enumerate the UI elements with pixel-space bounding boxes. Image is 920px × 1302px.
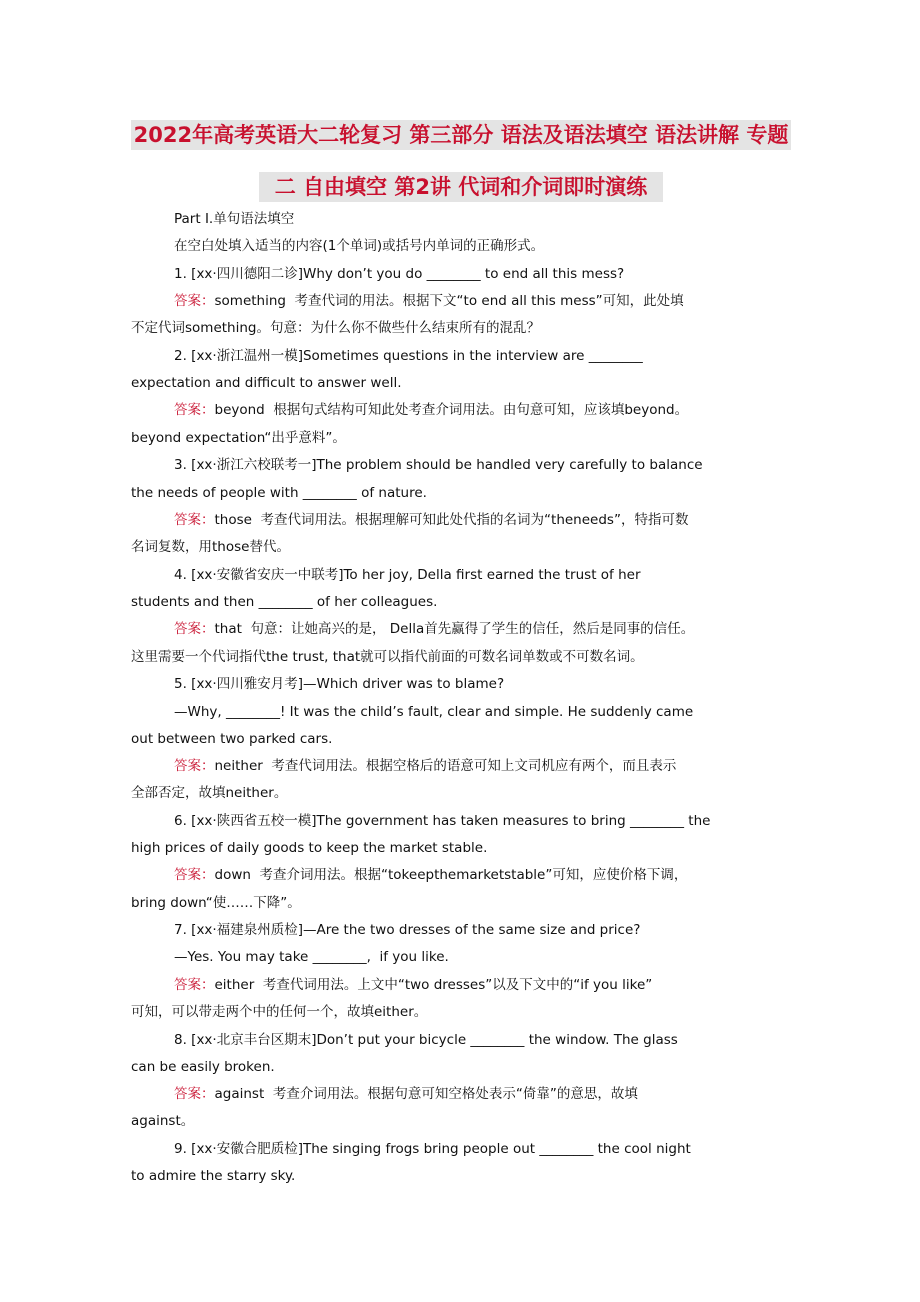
question-7-line-1: 7. [xx·福建泉州质检]—Are the two dresses of the same size and price? bbox=[174, 922, 641, 938]
answer-7-line-2: 可知，可以带走两个中的任何一个，故填either。 bbox=[131, 1004, 428, 1020]
answer-6-line-2: bring down“使……下降”。 bbox=[131, 895, 301, 911]
document-title-line-1: 2022年高考英语大二轮复习 第三部分 语法及语法填空 语法讲解 专题 bbox=[131, 120, 791, 150]
answer-text: that 句意：让她高兴的是， Della首先赢得了学生的信任，然后是同事的信任。 bbox=[214, 621, 695, 637]
question-9-line-1: 9. [xx·安徽合肥质检]The singing frogs bring people out ________ the cool night bbox=[174, 1141, 691, 1157]
question-6-line-2: high prices of daily goods to keep the market stable. bbox=[131, 840, 488, 856]
question-5-line-3: out between two parked cars. bbox=[131, 731, 333, 747]
answer-text: neither 考查代词用法。根据空格后的语意可知上文司机应有两个，而且表示 bbox=[214, 758, 677, 774]
question-5-line-2: —Why, ________! It was the child’s fault, clear and simple. He suddenly came bbox=[174, 704, 694, 720]
answer-8-line-1 bbox=[174, 1084, 814, 1104]
answer-1-line-2: 不定代词something。句意：为什么你不做些什么结束所有的混乱？ bbox=[131, 320, 540, 336]
question-6-line-1: 6. [xx·陕西省五校一模]The government has taken measures to bring ________ the bbox=[174, 813, 711, 829]
answer-4-line-1 bbox=[174, 619, 814, 639]
answer-2-line-2: beyond expectation“出乎意料”。 bbox=[131, 430, 346, 446]
question-3-line-2: the needs of people with ________ of nature. bbox=[131, 485, 427, 501]
question-9-line-2: to admire the starry sky. bbox=[131, 1168, 296, 1184]
answer-1-line-1 bbox=[174, 291, 814, 311]
part-heading: Part Ⅰ.单句语法填空 bbox=[174, 211, 295, 227]
answer-label: 答案： bbox=[174, 867, 215, 883]
instruction: 在空白处填入适当的内容(1个单词)或括号内单词的正确形式。 bbox=[174, 238, 545, 254]
question-4-line-2: students and then ________ of her colleagues. bbox=[131, 594, 438, 610]
answer-label: 答案： bbox=[174, 758, 215, 774]
answer-text: either 考查代词用法。上文中“two dresses”以及下文中的“if you like” bbox=[214, 977, 653, 993]
answer-6-line-1 bbox=[174, 865, 814, 885]
answer-3-line-2: 名词复数，用those替代。 bbox=[131, 539, 290, 555]
answer-4-line-2: 这里需要一个代词指代the trust, that就可以指代前面的可数名词单数或不可数名词。 bbox=[131, 649, 644, 665]
answer-3-line-1 bbox=[174, 510, 814, 530]
answer-5-line-2: 全部否定，故填neither。 bbox=[131, 785, 288, 801]
answer-text: against 考查介词用法。根据句意可知空格处表示“倚靠”的意思，故填 bbox=[214, 1086, 638, 1102]
answer-text: those 考查代词用法。根据理解可知此处代指的名词为“theneeds”，特指可数 bbox=[214, 512, 689, 528]
answer-label: 答案： bbox=[174, 402, 215, 418]
answer-text: something 考查代词的用法。根据下文“to end all this mess”可知，此处填 bbox=[214, 293, 684, 309]
answer-text: down 考查介词用法。根据“tokeepthemarketstable”可知，应使价格下调， bbox=[214, 867, 688, 883]
answer-label: 答案： bbox=[174, 977, 215, 993]
question-3-line-1: 3. [xx·浙江六校联考一]The problem should be handled very carefully to balance bbox=[174, 457, 703, 473]
answer-label: 答案： bbox=[174, 1086, 215, 1102]
question-1-line-1: 1. [xx·四川德阳二诊]Why don’t you do ________ to end all this mess? bbox=[174, 266, 625, 282]
answer-label: 答案： bbox=[174, 621, 215, 637]
question-7-line-2: —Yes. You may take ________, if you like. bbox=[174, 949, 449, 965]
answer-text: beyond 根据句式结构可知此处考查介词用法。由句意可知，应该填beyond。 bbox=[214, 402, 689, 418]
answer-8-line-2: against。 bbox=[131, 1113, 195, 1129]
answer-7-line-1 bbox=[174, 975, 814, 995]
answer-2-line-1 bbox=[174, 400, 814, 420]
answer-label: 答案： bbox=[174, 512, 215, 528]
question-8-line-1: 8. [xx·北京丰台区期末]Don’t put your bicycle ________ the window. The glass bbox=[174, 1032, 678, 1048]
answer-label: 答案： bbox=[174, 293, 215, 309]
question-2-line-1: 2. [xx·浙江温州一模]Sometimes questions in the interview are ________ bbox=[174, 348, 643, 364]
question-4-line-1: 4. [xx·安徽省安庆一中联考]To her joy, Della first earned the trust of her bbox=[174, 567, 641, 583]
question-8-line-2: can be easily broken. bbox=[131, 1059, 275, 1075]
answer-5-line-1 bbox=[174, 756, 814, 776]
document-title-line-2: 二 自由填空 第2讲 代词和介词即时演练 bbox=[259, 172, 663, 202]
question-2-line-2: expectation and difficult to answer well. bbox=[131, 375, 402, 391]
question-5-line-1: 5. [xx·四川雅安月考]—Which driver was to blame? bbox=[174, 676, 505, 692]
